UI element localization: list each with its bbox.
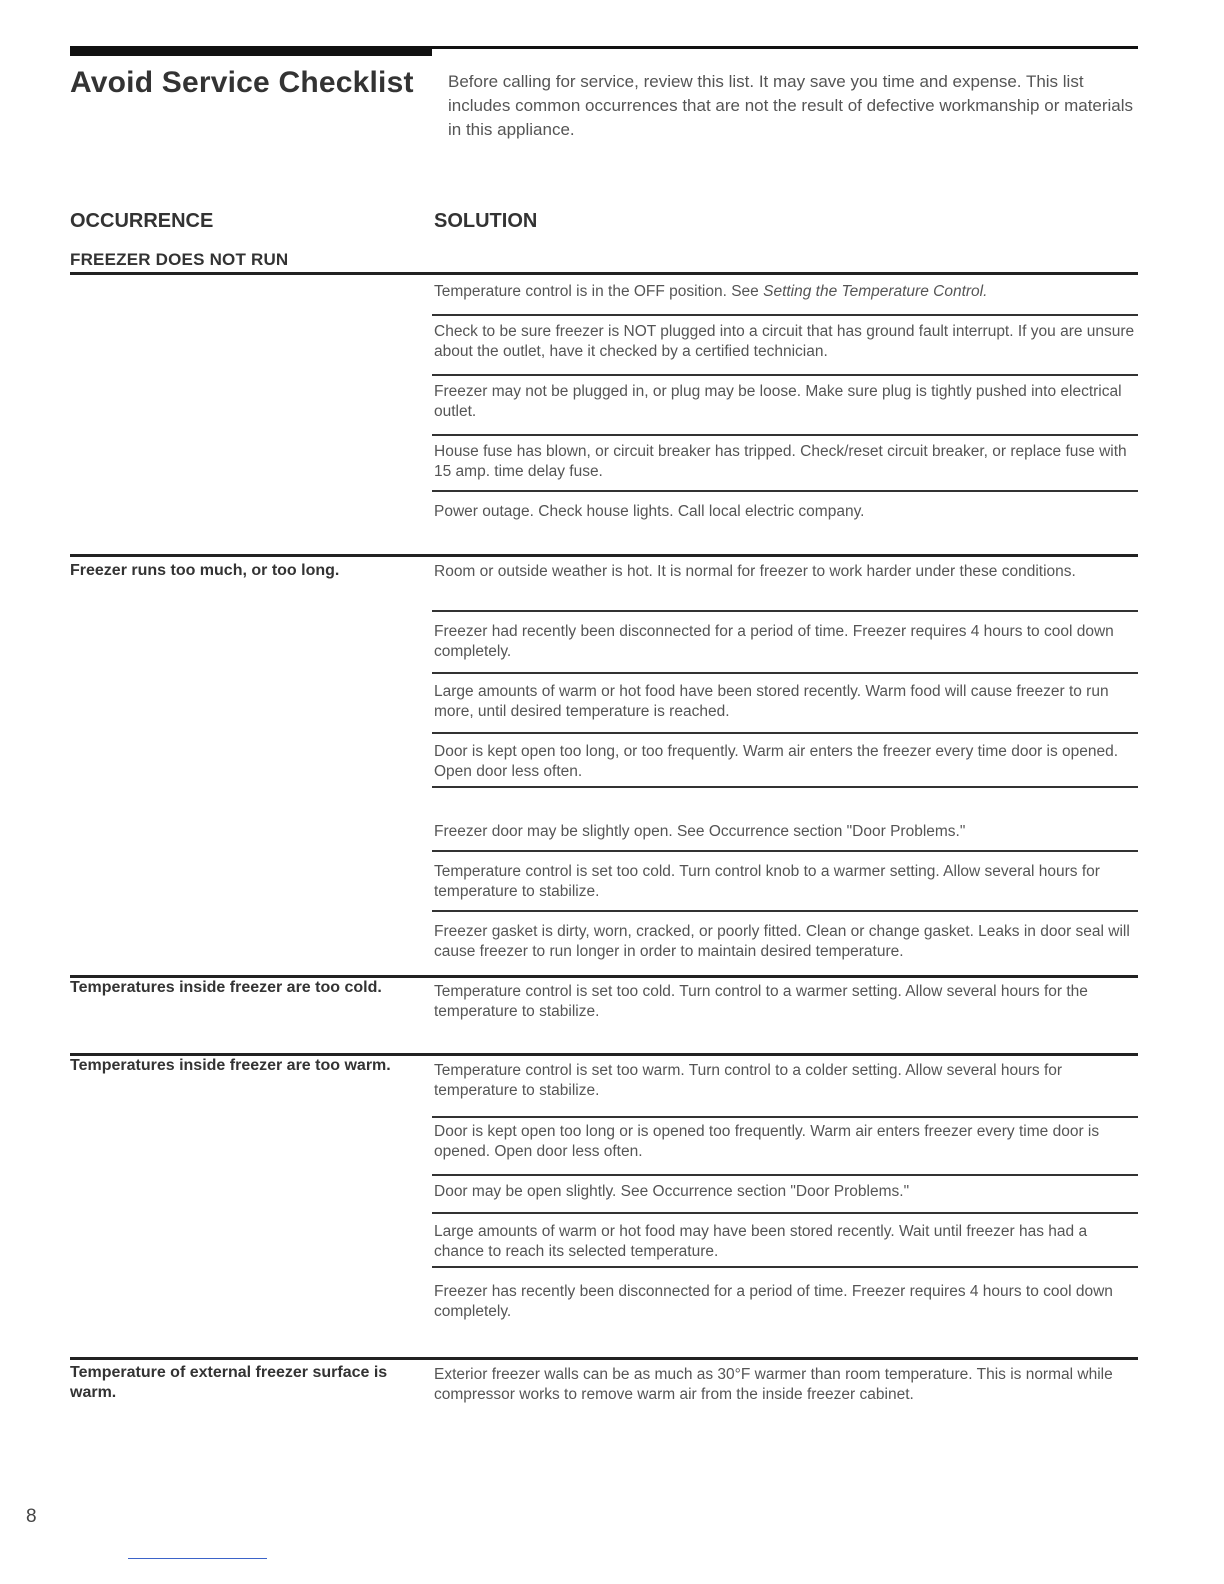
solution-divider [432, 610, 1138, 612]
header-thin-rule [432, 46, 1138, 49]
solution-divider [432, 374, 1138, 376]
solution-item: Temperature control is set too cold. Turn control knob to a warmer setting. Allow several hours for temperature to stabilize. [434, 863, 1100, 900]
occurrence-external-surface-warm: Temperature of external freezer surface is warm. [70, 1364, 388, 1401]
solution-divider [432, 1212, 1138, 1214]
occurrence-temperatures-too-warm: Temperatures inside freezer are too warm. [70, 1057, 391, 1074]
solution-item: Door is kept open too long or is opened too frequently. Warm air enters freezer every time door is opened. Open door less often. [434, 1123, 1100, 1160]
solution-item: Freezer has recently been disconnected for a period of time. Freezer requires 4 hours to cool down completely. [434, 1283, 1113, 1320]
solution-divider [432, 732, 1138, 734]
occurrence-freezer-does-not-run: FREEZER DOES NOT RUN [70, 250, 289, 269]
solution-item: Freezer gasket is dirty, worn, cracked, or poorly fitted. Clean or change gasket. Leaks in door seal will cause freezer to run longer in order to maintain desired temperature. [434, 923, 1130, 960]
solution-divider [432, 1266, 1138, 1268]
solution-divider [432, 314, 1138, 316]
occurrence-column-header: OCCURRENCE [70, 210, 214, 232]
occurrence-freezer-runs-too-much: Freezer runs too much, or too long. [70, 562, 340, 579]
group-divider [70, 554, 1138, 557]
solution-item: Check to be sure freezer is NOT plugged into a circuit that has ground fault interrupt. If you are unsure about the outlet, have it checked by a certified technician. [434, 323, 1135, 360]
occurrence-temperatures-too-cold: Temperatures inside freezer are too cold. [70, 979, 382, 996]
page-number: 8 [26, 1506, 37, 1527]
solution-item: Door is kept open too long, or too frequently. Warm air enters the freezer every time door is opened. Open door less often. [434, 743, 1119, 780]
solution-divider [432, 672, 1138, 674]
solution-item: Room or outside weather is hot. It is normal for freezer to work harder under these conditions. [434, 563, 1076, 580]
solution-item: Temperature control is in the OFF position. See Setting the Temperature Control. [434, 283, 988, 300]
intro-paragraph: Before calling for service, review this list. It may save you time and expense. This list includes common occurrences that are not the result of defective workmanship or materials in this appliance. [448, 72, 1134, 139]
solution-item: Exterior freezer walls can be as much as 30°F warmer than room temperature. This is normal while compressor works to remove warm air from the inside freezer cabinet. [434, 1366, 1113, 1403]
solution-column-header: SOLUTION [434, 210, 538, 232]
solution-divider [432, 910, 1138, 912]
group-divider [70, 1357, 1138, 1360]
solution-item: Temperature control is set too warm. Turn control to a colder setting. Allow several hours for temperature to stabilize. [434, 1062, 1063, 1099]
solution-divider [432, 786, 1138, 788]
solution-item: Temperature control is set too cold. Turn control to a warmer setting. Allow several hours for the temperature to stabilize. [434, 983, 1088, 1020]
footer-line [128, 1558, 267, 1559]
solution-divider [432, 1116, 1138, 1118]
solution-divider [432, 1174, 1138, 1176]
solution-item: Power outage. Check house lights. Call local electric company. [434, 503, 865, 520]
solution-item: Door may be open slightly. See Occurrence section "Door Problems." [434, 1183, 910, 1200]
group-divider [70, 272, 1138, 275]
solution-item: Freezer may not be plugged in, or plug may be loose. Make sure plug is tightly pushed into electrical outlet. [434, 383, 1122, 420]
solution-item: Large amounts of warm or hot food may have been stored recently. Wait until freezer has had a chance to reach its selected temperature. [434, 1223, 1088, 1260]
solution-divider [432, 850, 1138, 852]
solution-divider [432, 490, 1138, 492]
solution-item: Large amounts of warm or hot food have been stored recently. Warm food will cause freezer to run more, until desired temperature is reached. [434, 683, 1109, 720]
page-title: Avoid Service Checklist [70, 66, 414, 99]
solution-item: Freezer door may be slightly open. See Occurrence section "Door Problems." [434, 823, 966, 840]
solution-item: Freezer had recently been disconnected for a period of time. Freezer requires 4 hours to cool down completely. [434, 623, 1114, 660]
solution-item: House fuse has blown, or circuit breaker has tripped. Check/reset circuit breaker, or replace fuse with 15 amp. time delay fuse. [434, 443, 1127, 480]
solution-divider [432, 434, 1138, 436]
header-thick-rule [70, 46, 432, 56]
